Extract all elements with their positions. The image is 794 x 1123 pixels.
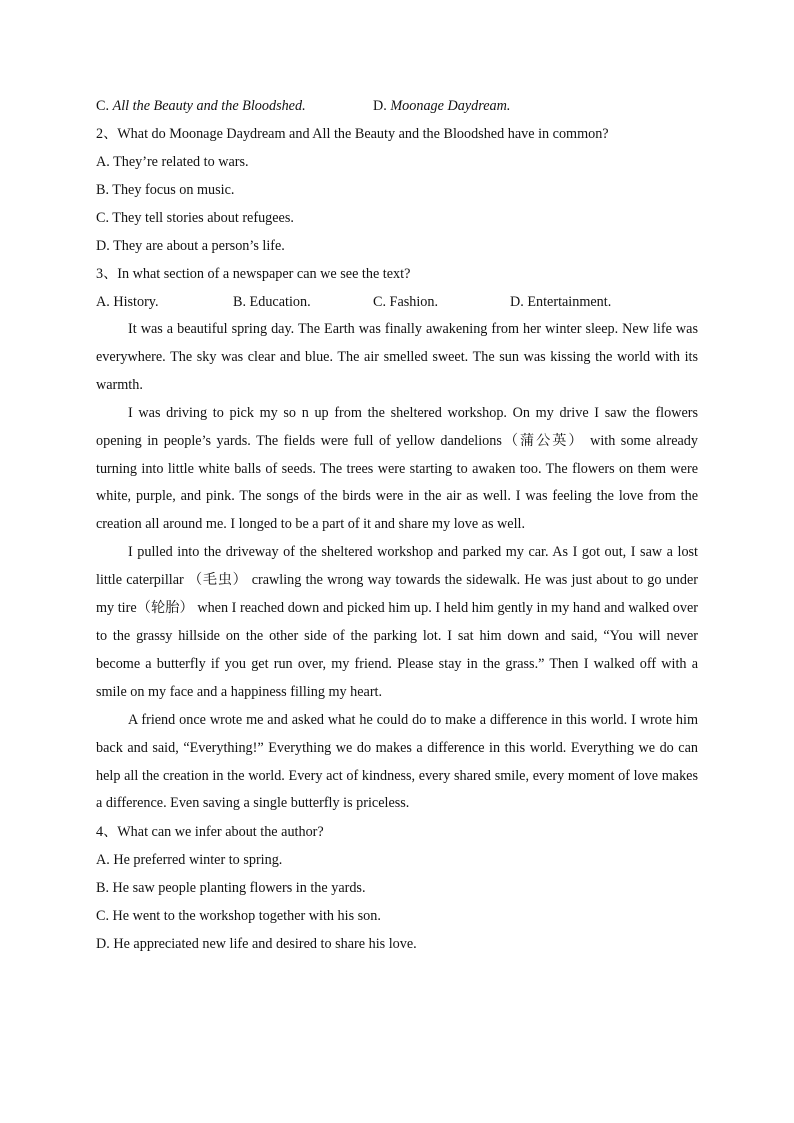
q4-stem: 4、What can we infer about the author? bbox=[96, 824, 324, 841]
passage-paragraph-1: It was a beautiful spring day. The Earth was finally awakening from her winter sleep. New life was everywhere. The sky was clear and blue. The air smelled sweet. The sun was kissing the world with its warmth. bbox=[96, 321, 698, 393]
q1-option-c-letter: C. bbox=[96, 98, 113, 114]
q2-option-a: A. They’re related to wars. bbox=[96, 154, 249, 170]
q1-option-c bbox=[96, 92, 373, 120]
q1-option-c-title: All the Beauty and the Bloodshed. bbox=[112, 98, 306, 114]
q2-option-c: C. They tell stories about refugees. bbox=[96, 210, 294, 226]
q4-option-c: C. He went to the workshop together with his son. bbox=[96, 908, 381, 925]
q3-options bbox=[96, 288, 698, 316]
q4-option-a: A. He preferred winter to spring. bbox=[96, 852, 283, 869]
q2-option-b: B. They focus on music. bbox=[96, 182, 235, 198]
q2-option-d: D. They are about a person’s life. bbox=[96, 238, 285, 254]
q3-option-c: C. Fashion. bbox=[373, 294, 439, 310]
q3-stem: 3、In what section of a newspaper can we see the text? bbox=[96, 266, 411, 282]
passage-paragraph-2: I was driving to pick my so n up from the sheltered workshop. On my drive I saw the flowers opening in people’s yards. The fields were full of yellow dandelions（蒲公英） with some already turning into little white balls of seeds. The trees were starting to awaken too. The flowers on them were white, purple, and pink. The songs of the birds were in the air as well. I was feeling the love from the creation all around me. I longed to be a part of it and share my love as well. bbox=[96, 404, 698, 533]
q1-option-d bbox=[373, 92, 510, 120]
q4-option-d: D. He appreciated new life and desired to share his love. bbox=[96, 936, 417, 953]
q3-option-d: D. Entertainment. bbox=[510, 294, 612, 310]
passage-paragraph-4: A friend once wrote me and asked what he could do to make a difference in this world. I wrote him back and said, “Everything!” Everything we do makes a difference in this world. Everything we do can help all the creation in the world. Every act of kindness, every shared smile, every moment of love makes a difference. Even saving a single butterfly is priceless. bbox=[96, 711, 698, 812]
q3-option-a: A. History. bbox=[96, 294, 159, 310]
document-page bbox=[96, 92, 698, 958]
q2-stem: 2、What do Moonage Daydream and All the Beauty and the Bloodshed have in common? bbox=[96, 126, 609, 142]
q1-option-d-title: Moonage Daydream. bbox=[390, 98, 511, 114]
q1-options-cd bbox=[96, 92, 698, 120]
passage-paragraph-3: I pulled into the driveway of the sheltered workshop and parked my car. As I got out, I saw a lost little caterpillar （毛虫） crawling the wrong way towards the sidewalk. He was just about to go under my tire（轮胎） when I reached down and picked him up. I held him gently in my hand and walked over to the grassy hillside on the other side of the parking lot. I sat him down and said, “You will never become a butterfly if you get run over, my friend. Please stay in the grass.” Then I walked off with a smile on my face and a happiness filling my heart. bbox=[96, 544, 698, 700]
q1-option-d-letter: D. bbox=[373, 98, 391, 114]
q4-option-b: B. He saw people planting flowers in the yards. bbox=[96, 880, 366, 897]
q3-option-b: B. Education. bbox=[233, 294, 311, 310]
